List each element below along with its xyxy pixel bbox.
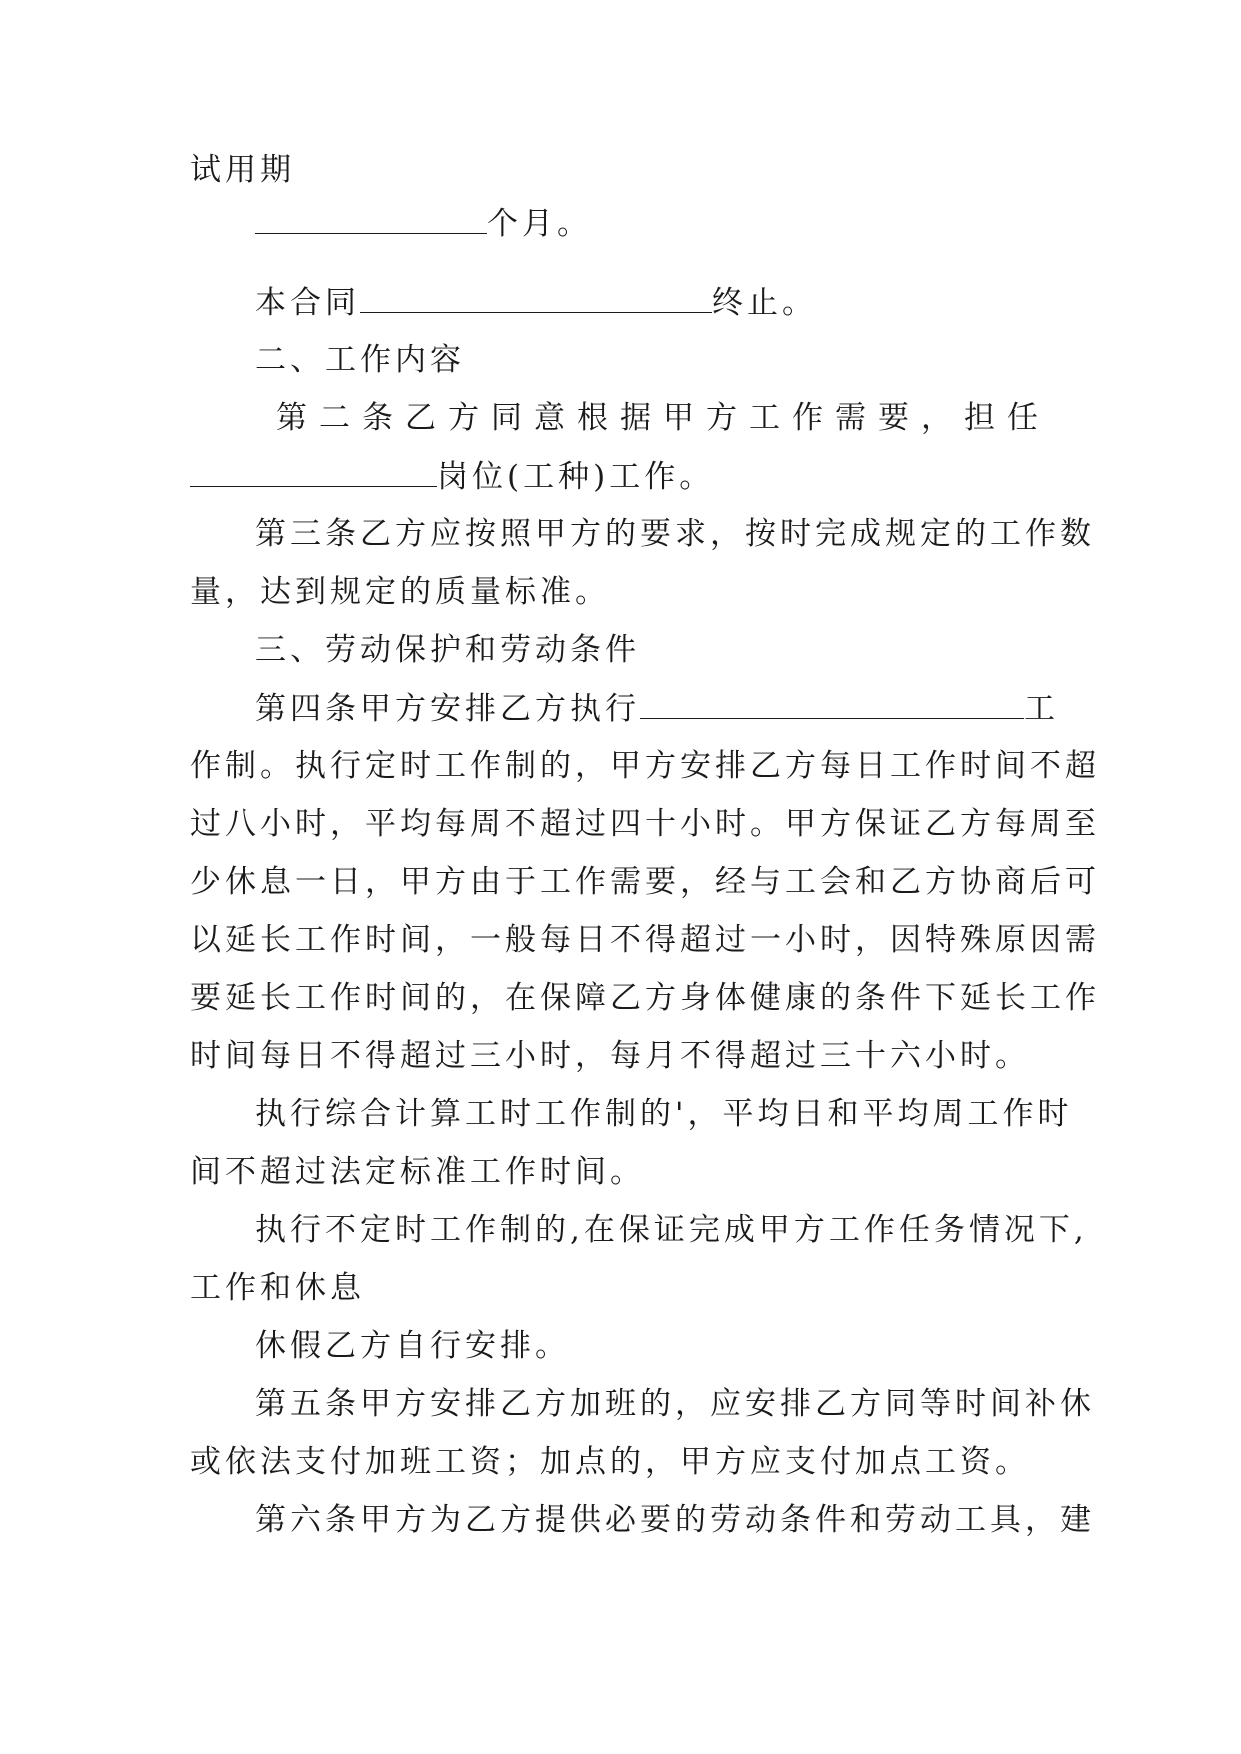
section-2-heading: 二、工作内容 — [255, 342, 465, 378]
article-2-line-1 — [276, 398, 1042, 438]
article-2-char: 要 — [878, 400, 913, 436]
probation-months-blank — [255, 203, 487, 234]
flexible-line-3: 休假乙方自行安排。 — [255, 1328, 570, 1364]
article-4-line-6: 要延长工作时间的，在保障乙方身体健康的条件下延长工作 — [190, 980, 1100, 1016]
comprehensive-line-2: 间不超过法定标准工作时间。 — [190, 1154, 645, 1190]
contract-prefix: 本合同 — [255, 285, 360, 321]
article-5-line-1: 第五条甲方安排乙方加班的，应安排乙方同等时间补休 — [255, 1386, 1095, 1422]
probation-months-suffix: 个月。 — [487, 206, 592, 242]
article-4-line-7: 时间每日不得超过三小时，每月不得超过三十六小时。 — [190, 1038, 1030, 1074]
article-2-char: 甲 — [663, 400, 698, 436]
article-4-line-3: 过八小时，平均每周不超过四十小时。甲方保证乙方每周至 — [190, 806, 1100, 842]
article-6-line-1: 第六条甲方为乙方提供必要的劳动条件和劳动工具，建 — [255, 1502, 1095, 1538]
contract-end-blank — [360, 282, 712, 313]
article-5-line-2: 或依法支付加班工资；加点的，甲方应支付加点工资。 — [190, 1444, 1030, 1480]
article-2-char: 方 — [448, 400, 483, 436]
article-2-char: 意 — [534, 400, 569, 436]
article-3-line-1: 第三条乙方应按照甲方的要求，按时完成规定的工作数 — [255, 516, 1095, 552]
article-2-char: 工 — [749, 400, 784, 436]
article-2-char: 任 — [1007, 400, 1042, 436]
article-2-char: 二 — [319, 400, 354, 436]
position-blank — [190, 456, 437, 487]
article-2-char: 据 — [620, 400, 655, 436]
article-4-line-4: 少休息一日，甲方由于工作需要，经与工会和乙方协商后可 — [190, 864, 1100, 900]
article-2-char: 同 — [491, 400, 526, 436]
article-2-char: ， — [921, 400, 956, 436]
contract-suffix: 终止。 — [712, 285, 817, 321]
contract-term-line — [255, 282, 817, 322]
article-4-suffix: 工 — [1024, 691, 1059, 727]
article-2-suffix: 岗位(工种)工作。 — [437, 459, 715, 495]
section-3-heading: 三、劳动保护和劳动条件 — [255, 632, 640, 668]
article-4-line-2: 作制。执行定时工作制的，甲方安排乙方每日工作时间不超 — [190, 748, 1100, 784]
work-system-blank — [640, 688, 1024, 719]
comprehensive-line-1: 执行综合计算工时工作制的'，平均日和平均周工作时 — [255, 1096, 1073, 1132]
article-4-line-5: 以延长工作时间，一般每日不得超过一小时，因特殊原因需 — [190, 922, 1100, 958]
article-4-line-1 — [255, 688, 1059, 728]
flexible-line-1: 执行不定时工作制的,在保证完成甲方工作任务情况下, — [255, 1212, 1088, 1248]
article-2-char: 根 — [577, 400, 612, 436]
article-2-char: 乙 — [405, 400, 440, 436]
article-2-char: 担 — [964, 400, 999, 436]
article-2-char: 作 — [792, 400, 827, 436]
article-2-char: 需 — [835, 400, 870, 436]
probation-heading: 试用期 — [190, 152, 295, 188]
article-2-char: 方 — [706, 400, 741, 436]
article-2-line-2 — [190, 456, 714, 496]
flexible-line-2: 工作和休息 — [190, 1270, 365, 1306]
article-2-char: 第 — [276, 400, 311, 436]
article-2-char: 条 — [362, 400, 397, 436]
probation-months-line — [255, 203, 592, 243]
article-3-line-2: 量，达到规定的质量标准。 — [190, 574, 610, 610]
article-4-prefix: 第四条甲方安排乙方执行 — [255, 691, 640, 727]
